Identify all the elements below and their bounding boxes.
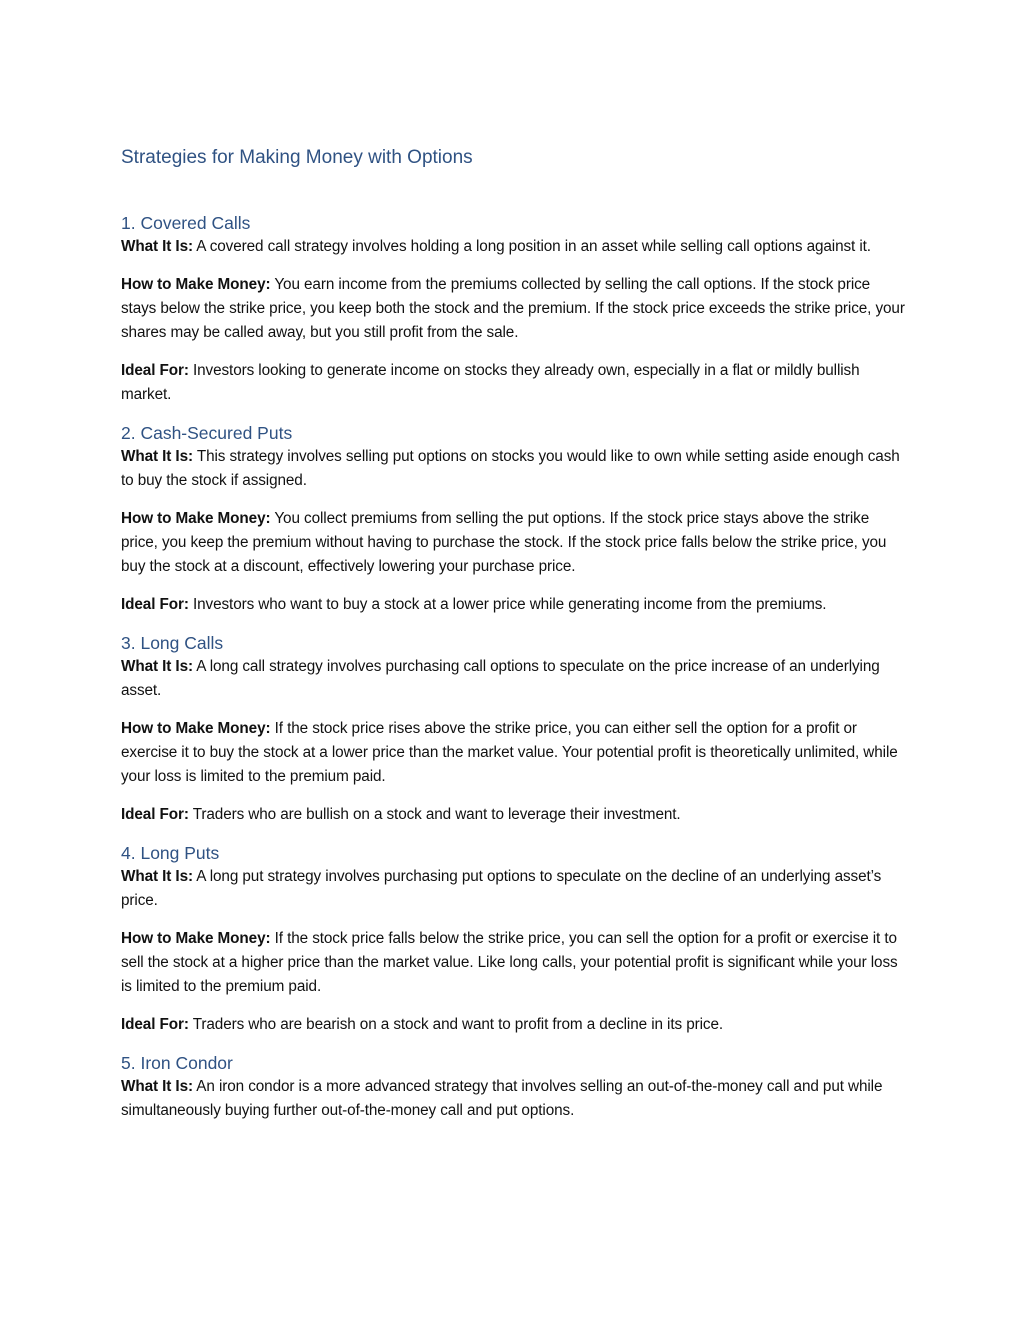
section-heading: 2. Cash-Secured Puts — [121, 423, 293, 443]
paragraph-text: Traders who are bearish on a stock and want to profit from a decline in its price. — [192, 1016, 724, 1033]
what-it-is-paragraph — [121, 445, 905, 493]
paragraph-text: If the stock price rises above the strike price, you can either sell the option for a profit or exercise it to buy the stock at a lower price than the market value. Your potential profit is theoretically unlimited, while your loss is limited to the premium paid. — [121, 720, 898, 785]
paragraph-label: How to Make Money: — [121, 720, 271, 737]
paragraph-text: A long put strategy involves purchasing put options to speculate on the decline of an underlying asset’s price. — [121, 868, 882, 909]
paragraph-label: Ideal For: — [121, 596, 189, 613]
paragraph-label: Ideal For: — [121, 1016, 189, 1033]
section-long-puts — [121, 841, 905, 1037]
ideal-for-paragraph — [121, 359, 905, 407]
what-it-is-paragraph — [121, 655, 905, 703]
paragraph-text: You collect premiums from selling the put options. If the stock price stays above the strike price, you keep the premium without having to purchase the stock. If the stock price falls below the strike price, you buy the stock at a discount, effectively lowering your purchase price. — [121, 510, 887, 575]
section-heading: 5. Iron Condor — [121, 1053, 233, 1073]
how-to-make-money-paragraph — [121, 273, 905, 345]
section-covered-calls — [121, 211, 905, 407]
paragraph-label: Ideal For: — [121, 806, 189, 823]
section-long-calls — [121, 631, 905, 827]
paragraph-label: What It Is: — [121, 868, 193, 885]
sections-container — [121, 211, 905, 1137]
paragraph-text: An iron condor is a more advanced strategy that involves selling an out-of-the-money call and put while simultaneously buying further out-of-the-money call and put options. — [121, 1078, 883, 1119]
page-title: Strategies for Making Money with Options — [121, 147, 473, 168]
paragraph-text: If the stock price falls below the strike price, you can sell the option for a profit or exercise it to sell the stock at a higher price than the market value. Like long calls, your potential profit is significant while your loss is limited to the premium paid. — [121, 930, 898, 995]
section-cash-secured-puts — [121, 421, 905, 617]
what-it-is-paragraph — [121, 1075, 905, 1123]
how-to-make-money-paragraph — [121, 717, 905, 789]
paragraph-text: You earn income from the premiums collected by selling the call options. If the stock price stays below the strike price, you keep both the stock and the premium. If the stock price exceeds the strike price, your shares may be called away, but you still profit from the sale. — [121, 276, 905, 341]
section-heading: 4. Long Puts — [121, 843, 220, 863]
paragraph-text: Investors looking to generate income on stocks they already own, especially in a flat or mildly bullish market. — [121, 362, 860, 403]
paragraph-label: What It Is: — [121, 448, 193, 465]
paragraph-text: A covered call strategy involves holding a long position in an asset while selling call options against it. — [196, 238, 871, 255]
paragraph-text: A long call strategy involves purchasing call options to speculate on the price increase of an underlying asset. — [121, 658, 880, 699]
paragraph-label: How to Make Money: — [121, 930, 271, 947]
how-to-make-money-paragraph — [121, 927, 905, 999]
section-heading: 3. Long Calls — [121, 633, 224, 653]
paragraph-text: Investors who want to buy a stock at a lower price while generating income from the premiums. — [193, 596, 827, 613]
ideal-for-paragraph — [121, 1013, 905, 1037]
how-to-make-money-paragraph — [121, 507, 905, 579]
paragraph-label: How to Make Money: — [121, 510, 271, 527]
section-iron-condor — [121, 1051, 905, 1123]
paragraph-text: Traders who are bullish on a stock and want to leverage their investment. — [192, 806, 681, 823]
paragraph-label: How to Make Money: — [121, 276, 271, 293]
section-heading: 1. Covered Calls — [121, 213, 251, 233]
paragraph-label: Ideal For: — [121, 362, 189, 379]
paragraph-label: What It Is: — [121, 1078, 193, 1095]
what-it-is-paragraph — [121, 865, 905, 913]
ideal-for-paragraph — [121, 803, 905, 827]
paragraph-text: This strategy involves selling put options on stocks you would like to own while setting aside enough cash to buy the stock if assigned. — [121, 448, 900, 489]
what-it-is-paragraph — [121, 235, 905, 259]
paragraph-label: What It Is: — [121, 658, 193, 675]
paragraph-label: What It Is: — [121, 238, 193, 255]
ideal-for-paragraph — [121, 593, 905, 617]
